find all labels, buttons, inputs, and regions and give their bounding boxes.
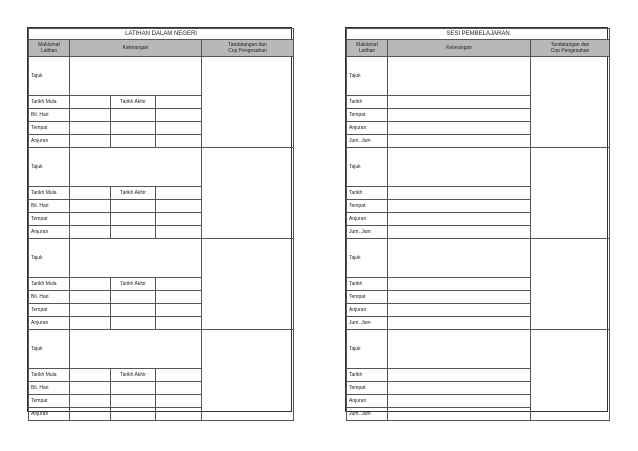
field-tarikh[interactable] — [388, 278, 531, 291]
field-anjuran[interactable] — [388, 213, 531, 226]
field-tajuk[interactable] — [388, 148, 531, 187]
label-tarikh-akhir: Tarikh Akhir — [111, 369, 156, 382]
field-tarikh[interactable] — [388, 96, 531, 109]
field-tarikh-mula[interactable] — [70, 96, 111, 109]
header-maklumat-latihan: Maklumat Latihan — [29, 40, 70, 57]
field-tandatangan[interactable] — [202, 330, 294, 421]
field-tarikh-akhir[interactable] — [156, 278, 202, 291]
latihan-table — [28, 28, 294, 421]
field-tarikh-akhir[interactable] — [156, 187, 202, 200]
field-anjuran[interactable] — [388, 122, 531, 135]
label-bil-hari: Bil. Hari — [29, 200, 70, 213]
label-anjuran: Anjuran — [347, 304, 388, 317]
label-jum-jam: Jum. Jam — [347, 135, 388, 148]
label-tajuk: Tajuk — [347, 239, 388, 278]
field-tandatangan[interactable] — [531, 57, 610, 148]
label-tarikh-akhir: Tarikh Akhir — [111, 187, 156, 200]
field-tarikh-akhir[interactable] — [156, 96, 202, 109]
field-anjuran[interactable] — [70, 408, 111, 421]
label-tempat: Tempat — [29, 213, 70, 226]
label-tarikh-mula: Tarikh Mula — [29, 96, 70, 109]
field-jum-jam[interactable] — [388, 135, 531, 148]
label-tarikh-mula: Tarikh Mula — [29, 369, 70, 382]
header-keterangan: Keterangan — [70, 40, 202, 57]
label-tarikh-akhir: Tarikh Akhir — [111, 96, 156, 109]
field-tandatangan[interactable] — [202, 57, 294, 148]
label-tarikh-akhir: Tarikh Akhir — [111, 278, 156, 291]
field-bil-hari[interactable] — [70, 291, 111, 304]
header-tandatangan: Tandatangan dan Cop Pengesahan — [202, 40, 294, 57]
field-tajuk[interactable] — [388, 239, 531, 278]
label-tarikh: Tarikh — [347, 187, 388, 200]
field-tempat[interactable] — [70, 122, 111, 135]
field-jum-jam[interactable] — [388, 317, 531, 330]
field-jum-jam[interactable] — [388, 408, 531, 421]
label-anjuran: Anjuran — [29, 408, 70, 421]
label-tajuk: Tajuk — [29, 57, 70, 96]
field-bil-hari[interactable] — [70, 200, 111, 213]
field-anjuran[interactable] — [388, 395, 531, 408]
label-tempat: Tempat — [347, 291, 388, 304]
label-anjuran: Anjuran — [347, 122, 388, 135]
sesi-table — [346, 28, 610, 421]
label-anjuran: Anjuran — [29, 317, 70, 330]
field-tarikh-akhir[interactable] — [156, 369, 202, 382]
label-tempat: Tempat — [29, 122, 70, 135]
label-bil-hari: Bil. Hari — [29, 291, 70, 304]
header-tandatangan: Tandatangan dan Cop Pengesahan — [531, 40, 610, 57]
header-keterangan: Keterangan — [388, 40, 531, 57]
label-tarikh: Tarikh — [347, 96, 388, 109]
label-bil-hari: Bil. Hari — [29, 382, 70, 395]
field-tempat[interactable] — [388, 109, 531, 122]
header-maklumat-latihan: Maklumat Latihan — [347, 40, 388, 57]
field-tempat[interactable] — [388, 382, 531, 395]
field-tajuk[interactable] — [388, 330, 531, 369]
label-tempat: Tempat — [347, 200, 388, 213]
label-anjuran: Anjuran — [347, 213, 388, 226]
field-tempat[interactable] — [70, 304, 111, 317]
label-tempat: Tempat — [29, 304, 70, 317]
field-tarikh[interactable] — [388, 369, 531, 382]
label-jum-jam: Jum. Jam — [347, 226, 388, 239]
field-tempat[interactable] — [70, 213, 111, 226]
field-anjuran[interactable] — [70, 135, 111, 148]
field-tajuk[interactable] — [388, 57, 531, 96]
label-bil-hari: Bil. Hari — [29, 109, 70, 122]
field-tajuk[interactable] — [70, 57, 202, 96]
field-anjuran[interactable] — [388, 304, 531, 317]
field-jum-jam[interactable] — [388, 226, 531, 239]
label-anjuran: Anjuran — [29, 135, 70, 148]
label-anjuran: Anjuran — [29, 226, 70, 239]
field-tarikh-mula[interactable] — [70, 187, 111, 200]
field-anjuran[interactable] — [70, 317, 111, 330]
field-tandatangan[interactable] — [531, 239, 610, 330]
field-tandatangan[interactable] — [202, 148, 294, 239]
field-tajuk[interactable] — [70, 330, 202, 369]
label-tajuk: Tajuk — [347, 57, 388, 96]
label-tajuk: Tajuk — [29, 239, 70, 278]
latihan-dalam-negeri-form — [27, 27, 292, 417]
label-tajuk: Tajuk — [29, 330, 70, 369]
label-tempat: Tempat — [347, 382, 388, 395]
label-jum-jam: Jum. Jam — [347, 317, 388, 330]
form-title: SESI PEMBELAJARAN — [347, 29, 610, 40]
field-tajuk[interactable] — [70, 148, 202, 187]
field-bil-hari[interactable] — [70, 109, 111, 122]
label-jum-jam: Jum. Jam — [347, 408, 388, 421]
form-title: LATIHAN DALAM NEGERI — [29, 29, 294, 40]
sesi-pembelajaran-form — [345, 27, 608, 417]
field-tandatangan[interactable] — [531, 330, 610, 421]
label-tempat: Tempat — [347, 109, 388, 122]
field-tempat[interactable] — [70, 395, 111, 408]
label-tarikh-mula: Tarikh Mula — [29, 278, 70, 291]
field-bil-hari[interactable] — [70, 382, 111, 395]
label-tajuk: Tajuk — [347, 148, 388, 187]
field-tarikh-mula[interactable] — [70, 278, 111, 291]
field-tandatangan[interactable] — [531, 148, 610, 239]
field-anjuran[interactable] — [70, 226, 111, 239]
label-tarikh-mula: Tarikh Mula — [29, 187, 70, 200]
field-tarikh-mula[interactable] — [70, 369, 111, 382]
label-anjuran: Anjuran — [347, 395, 388, 408]
label-tempat: Tempat — [29, 395, 70, 408]
label-tarikh: Tarikh — [347, 278, 388, 291]
field-tandatangan[interactable] — [202, 239, 294, 330]
label-tarikh: Tarikh — [347, 369, 388, 382]
field-tarikh[interactable] — [388, 187, 531, 200]
field-tajuk[interactable] — [70, 239, 202, 278]
field-tempat[interactable] — [388, 291, 531, 304]
label-tajuk: Tajuk — [347, 330, 388, 369]
field-tempat[interactable] — [388, 200, 531, 213]
label-tajuk: Tajuk — [29, 148, 70, 187]
